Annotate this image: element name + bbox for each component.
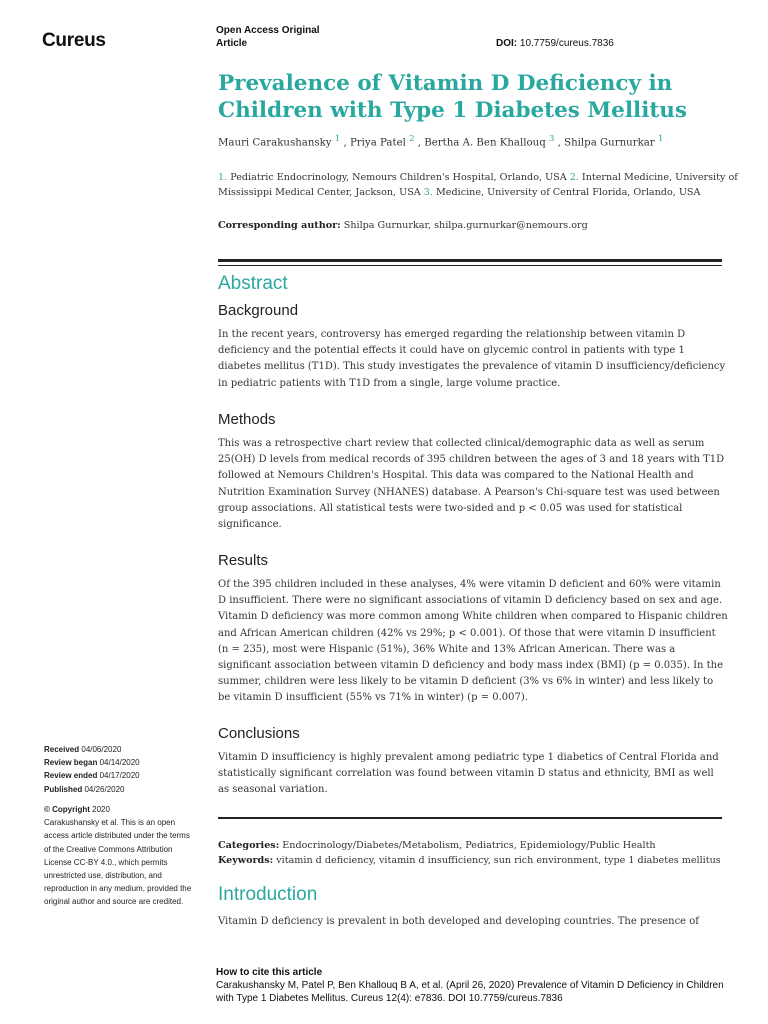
author-affil-ref[interactable]: 1 [334,134,341,144]
review-ended-date [44,769,194,782]
keywords-divider [218,817,722,819]
affiliation-text: Internal Medicine, University of Mississippi Medical Center, Jackson, USA [218,172,738,198]
background-text: In the recent years, controversy has emerged regarding the relationship between vitamin D deficiency and the potential effects it could have on glycemic control in patients with type 1 diabetes mellitus (T1D). This study investigates the prevalence of vitamin D insufficiency/deficiency in pediatric patients with T1D from a single, large volume practice. [218,329,726,389]
author-separator: , [414,137,425,149]
review-ended-label: Review ended [44,771,98,781]
author-affil-ref[interactable]: 1 [657,134,664,144]
citation-text: Carakushansky M, Patel P, Ben Khallouq B A, et al. (April 26, 2020) Prevalence of Vitamin D Deficiency in Children with Type 1 Diabetes Mellitus. Cureus 12(4): e7836. DOI 10.7759/cureus.7836 [216,980,724,1004]
title-line-1: Prevalence of Vitamin D Deficiency in [218,71,673,96]
journal-logo: Cureus [42,30,106,51]
article-dates [44,743,194,796]
copyright-notice [44,803,194,909]
affiliation-text: Pediatric Endocrinology, Nemours Children's Hospital, Orlando, USA [227,172,570,183]
doi-value[interactable]: 10.7759/cureus.7836 [519,38,614,49]
received-date [44,743,194,756]
results-heading: Results [218,552,269,569]
citation-box [216,966,736,1005]
categories-line [218,838,738,853]
published-date [44,783,194,796]
copyright-year: 2020 [89,805,110,814]
methods-heading: Methods [218,411,276,428]
affiliation-number: 3. [423,187,433,198]
received-value: 04/06/2020 [79,745,122,754]
categories-value: Endocrinology/Diabetes/Metabolism, Pediatrics, Epidemiology/Public Health [279,840,656,851]
published-label: Published [44,784,83,794]
affiliation-number: 2. [569,172,579,183]
author-separator: , [554,137,565,149]
abstract-heading: Abstract [218,273,288,294]
corresponding-label: Corresponding author: [218,220,341,231]
copyright-line [44,803,194,816]
background-heading: Background [218,302,299,319]
affiliations [218,170,738,200]
methods-text: This was a retrospective chart review that collected clinical/demographic data as well as serum 25(OH) D levels from medical records of 395 children between the ages of 3 and 18 years with T1D followed at Nemours Children's Hospital. This data was compared to the National Health and Nutrition Examination Survey (NHANES) database. A Pearson's Chi-square test was used between group associations. All statistical tests were two-sided and p < 0.05 was used for statistical significance. [218,438,725,531]
author-name[interactable]: Shilpa Gurnurkar [564,137,655,149]
keywords-value: vitamin d deficiency, vitamin d insufficiency, sun rich environment, type 1 diabetes mellitus [273,855,721,866]
section-divider-thin [218,265,722,266]
keywords-line [218,853,738,868]
author-affil-ref[interactable]: 2 [409,134,415,144]
review-began-date [44,756,194,769]
categories-keywords [218,838,738,868]
article-type-line2: Article [216,38,248,49]
author-name[interactable]: Mauri Carakushansky [218,137,332,149]
doi[interactable] [496,38,614,49]
author-name[interactable]: Bertha A. Ben Khallouq [424,137,546,149]
review-began-label: Review began [44,758,98,768]
copyright-text: Carakushansky et al. This is an open access article distributed under the terms of the Creative Commons Attribution License CC-BY 4.0., which permits unrestricted use, distribution, and reproduction in any medium, provided the original author and source are credited. [44,818,192,907]
doi-label: DOI: [496,38,518,49]
introduction-text: Vitamin D deficiency is prevalent in both developed and developing countries. The presence of [218,916,699,927]
received-label: Received [44,745,80,754]
author-affil-ref[interactable]: 3 [548,134,555,144]
citation-heading: How to cite this article [216,967,323,978]
author-list [218,134,738,148]
copyright-label: © Copyright [44,805,90,814]
keywords-label: Keywords: [218,855,274,866]
article-type [216,24,320,50]
article-title [218,70,738,124]
review-began-value: 04/14/2020 [97,758,140,768]
title-line-2: Children with Type 1 Diabetes Mellitus [218,98,688,123]
section-divider [218,259,722,263]
affiliation-text: Medicine, University of Central Florida, Orlando, USA [432,187,701,198]
conclusions-heading: Conclusions [218,725,300,742]
review-ended-value: 04/17/2020 [97,771,140,781]
author-name[interactable]: Priya Patel [349,137,406,149]
article-type-line1: Open Access Original [216,25,320,36]
introduction-heading: Introduction [218,884,318,905]
published-value: 04/26/2020 [82,784,125,794]
affiliation-number: 1. [218,172,228,183]
corresponding-value[interactable]: Shilpa Gurnurkar, shilpa.gurnurkar@nemours.org [340,220,588,231]
author-separator: , [340,137,350,149]
conclusions-text: Vitamin D insufficiency is highly prevalent among pediatric type 1 diabetics of Central Florida and statistically significant correlation was found between vitamin D status and ethnicity, BMI as well as seasonal variation. [218,752,719,796]
results-text: Of the 395 children included in these analyses, 4% were vitamin D deficient and 60% were vitamin D insufficient. There were no significant associations of vitamin D deficiency based on sex and age. Vitamin D deficiency was more common among White children when compared to Hispanic children and African American children (42% vs 29%; p < 0.001). Of those that were vitamin D insufficient (n = 235), most were Hispanic (51%), 36% White and 13% African American. There was a significant association between vitamin D deficiency and body mass index (BMI) (p = 0.035). In the summer, children were less likely to be vitamin D deficient (3% vs 6% in winter) and less likely to be vitamin D insufficient (55% vs 71% in winter) (p = 0.007). [218,579,728,704]
categories-label: Categories: [218,840,280,851]
corresponding-author [218,220,738,231]
